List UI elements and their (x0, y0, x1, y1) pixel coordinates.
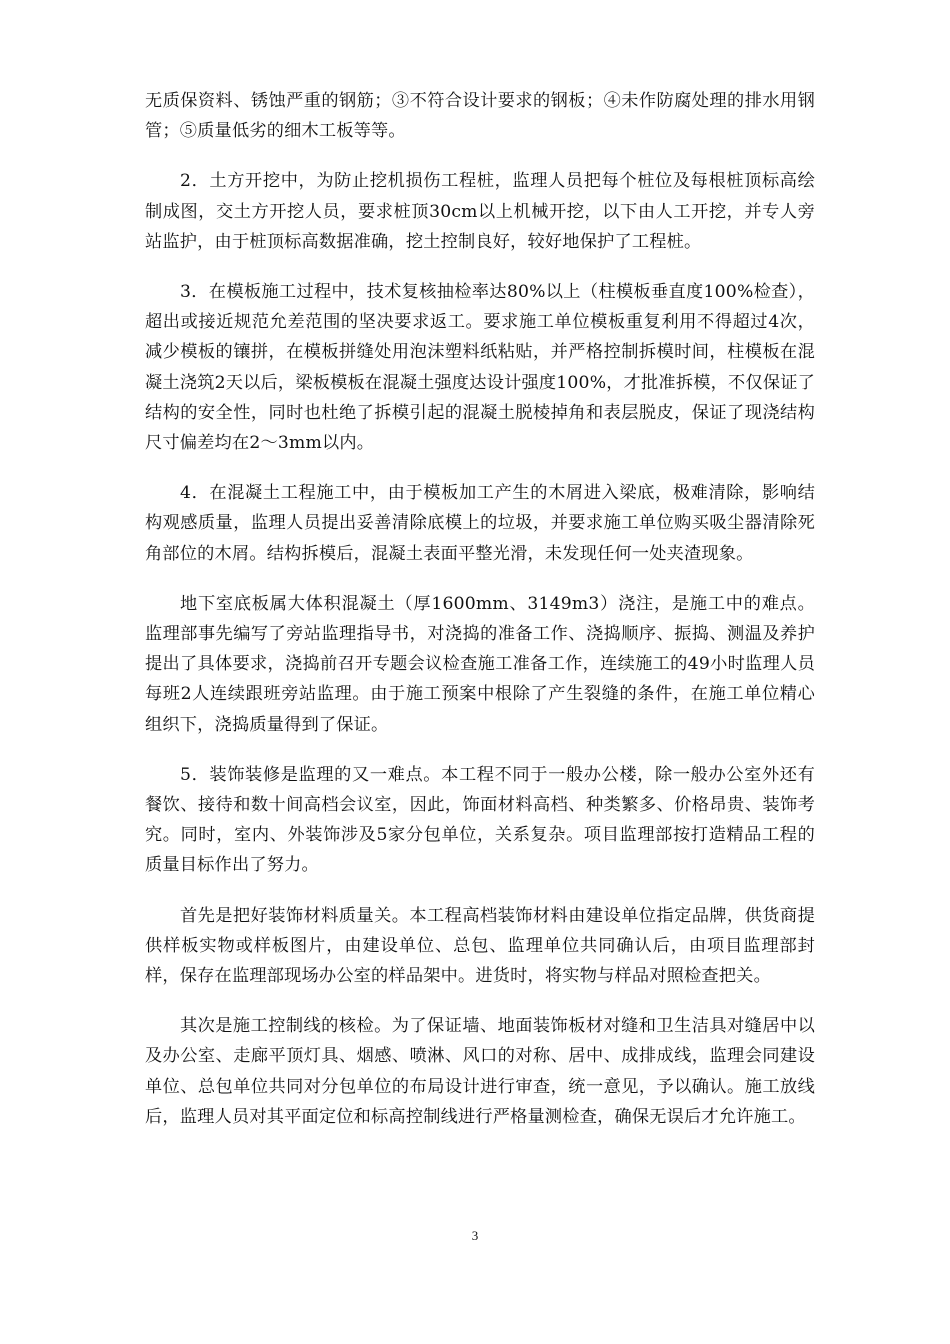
paragraph-basement-slab: 地下室底板属大体积混凝土（厚1600mm、3149m3）浇注，是施工中的难点。监理部事先编写了旁站监理指导书，对浇捣的准备工作、浇捣顺序、振捣、测温及养护提出了具体要求，浇捣前召开专题会议检查施工准备工作，连续施工的49小时监理人员每班2人连续跟班旁站监理。由于施工预案中根除了产生裂缝的条件，在施工单位精心组织下，浇捣质量得到了保证。 (145, 593, 815, 735)
paragraph-formwork: 3．在模板施工过程中，技术复核抽检率达80%以上（柱模板垂直度100%检查），超出或接近规范允差范围的坚决要求返工。要求施工单位模板重复利用不得超过4次，减少模板的镶拼，在模板拼缝处用泡沫塑料纸粘贴，并严格控制拆模时间，柱模板在混凝土浇筑2天以后，梁板模板在混凝土强度达设计强度100%，才批准拆模，不仅保证了结构的安全性，同时也杜绝了拆模引起的混凝土脱棱掉角和表层脱皮，保证了现浇结构尺寸偏差均在2～3mm以内。 (145, 282, 815, 454)
paragraph-continuation: 无质保资料、锈蚀严重的钢筋；③不符合设计要求的钢板；④未作防腐处理的排水用钢管；⑤质量低劣的细木工板等等。 (145, 91, 815, 142)
paragraph-control-line: 其次是施工控制线的核检。为了保证墙、地面装饰板材对缝和卫生洁具对缝居中以及办公室、走廊平顶灯具、烟感、喷淋、风口的对称、居中、成排成线，监理会同建设单位、总包单位共同对分包单位的布局设计进行审查，统一意见，予以确认。施工放线后，监理人员对其平面定位和标高控制线进行严格量测检查，确保无误后才允许施工。 (145, 1016, 815, 1127)
paragraph-material-quality: 首先是把好装饰材料质量关。本工程高档装饰材料由建设单位指定品牌，供货商提供样板实物或样板图片，由建设单位、总包、监理单位共同确认后，由项目监理部封样，保存在监理部现场办公室的样品架中。进货时，将实物与样品对照检查把关。 (145, 905, 815, 987)
paragraph-earthwork: 2．土方开挖中，为防止挖机损伤工程桩，监理人员把每个桩位及每根桩顶标高绘制成图，交土方开挖人员，要求桩顶30cm以上机械开挖，以下由人工开挖，并专人旁站监护，由于桩顶标高数据准确，挖土控制良好，较好地保护了工程桩。 (145, 171, 815, 252)
document-body (145, 86, 815, 1152)
page-number: 3 (471, 1228, 479, 1243)
paragraph-decoration: 5．装饰装修是监理的又一难点。本工程不同于一般办公楼，除一般办公室外还有餐饮、接待和数十间高档会议室，因此，饰面材料高档、种类繁多、价格昂贵、装饰考究。同时，室内、外装饰涉及5家分包单位，关系复杂。项目监理部按打造精品工程的质量目标作出了努力。 (145, 764, 815, 876)
paragraph-concrete: 4．在混凝土工程施工中，由于模板加工产生的木屑进入梁底，极难清除，影响结构观感质量，监理人员提出妥善清除底模上的垃圾，并要求施工单位购买吸尘器清除死角部位的木屑。结构拆模后，混凝土表面平整光滑，未发现任何一处夹渣现象。 (145, 483, 815, 564)
